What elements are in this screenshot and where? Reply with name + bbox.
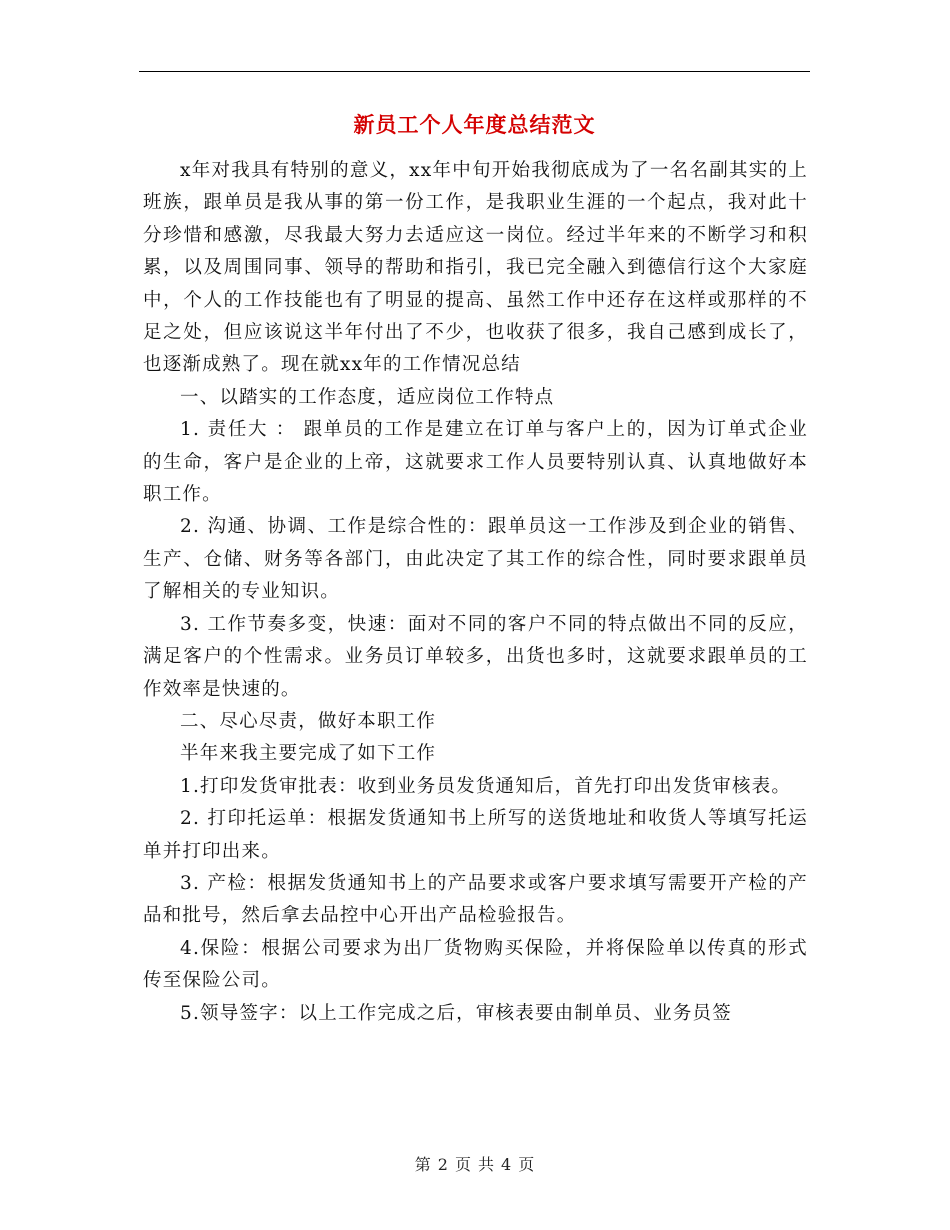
paragraph-task-print-approval: 1.打印发货审批表：收到业务员发货通知后，首先打印出发货审核表。 — [180, 775, 792, 797]
paragraph-task-insurance: 4.保险：根据公司要求为出厂货物购买保险，并将保险单以传真的形式传至保险公司。 — [143, 937, 808, 992]
paragraph-task-inspection: 3. 产检：根据发货通知书上的产品要求或客户要求填写需要开产检的产品和批号，然后拿去品控中心开出产品检验报告。 — [143, 872, 808, 927]
paragraph-intro: x年对我具有特别的意义，xx年中旬开始我彻底成为了一名名副其实的上班族，跟单员是我从事的第一份工作，是我职业生涯的一个起点，我对此十分珍惜和感激，尽我最大努力去适应这一岗位。经过半年来的不断学习和积累，以及周围同事、领导的帮助和指引，我已完全融入到德信行这个大家庭中，个人的工作技能也有了明显的提高、虽然工作中还存在这样或那样的不足之处，但应该说这半年付出了不少，也收获了很多，我自己感到成长了，也逐渐成熟了。现在就xx年的工作情况总结 — [143, 160, 808, 376]
page-label-prefix: 第 — [414, 1155, 432, 1174]
paragraph-item-work-pace: 3. 工作节奏多变，快速：面对不同的客户不同的特点做出不同的反应，满足客户的个性需求。业务员订单较多，出货也多时，这就要求跟单员的工作效率是快速的。 — [143, 613, 808, 700]
paragraph-item-communication: 2. 沟通、协调、工作是综合性的：跟单员这一工作涉及到企业的销售、生产、仓储、财务等各部门，由此决定了其工作的综合性，同时要求跟单员了解相关的专业知识。 — [143, 516, 808, 603]
paragraph-item-responsibility: 1. 责任大 ： 跟单员的工作是建立在订单与客户上的，因为订单式企业的生命，客户是企业的上帝，这就要求工作人员要特别认真、认真地做好本职工作。 — [143, 419, 808, 506]
header-rule — [139, 71, 810, 72]
current-page-number: 2 — [437, 1155, 449, 1174]
total-pages-number: 4 — [501, 1155, 513, 1174]
document-title: 新员工个人年度总结范文 — [353, 112, 596, 137]
page-label-mid: 页 共 — [454, 1155, 496, 1174]
page-footer — [0, 1152, 950, 1175]
paragraph-task-print-waybill: 2. 打印托运单：根据发货通知书上所写的送货地址和收货人等填写托运单并打印出来。 — [143, 808, 808, 862]
document-body — [143, 155, 808, 1030]
paragraph-work-intro: 半年来我主要完成了如下工作 — [180, 743, 437, 765]
section-heading-1: 一、以踏实的工作态度，适应岗位工作特点 — [180, 386, 555, 408]
section-heading-2: 二、尽心尽责，做好本职工作 — [180, 710, 437, 732]
page-label-suffix: 页 — [518, 1155, 536, 1174]
paragraph-task-signature: 5.领导签字：以上工作完成之后，审核表要由制单员、业务员签 — [180, 1002, 732, 1024]
